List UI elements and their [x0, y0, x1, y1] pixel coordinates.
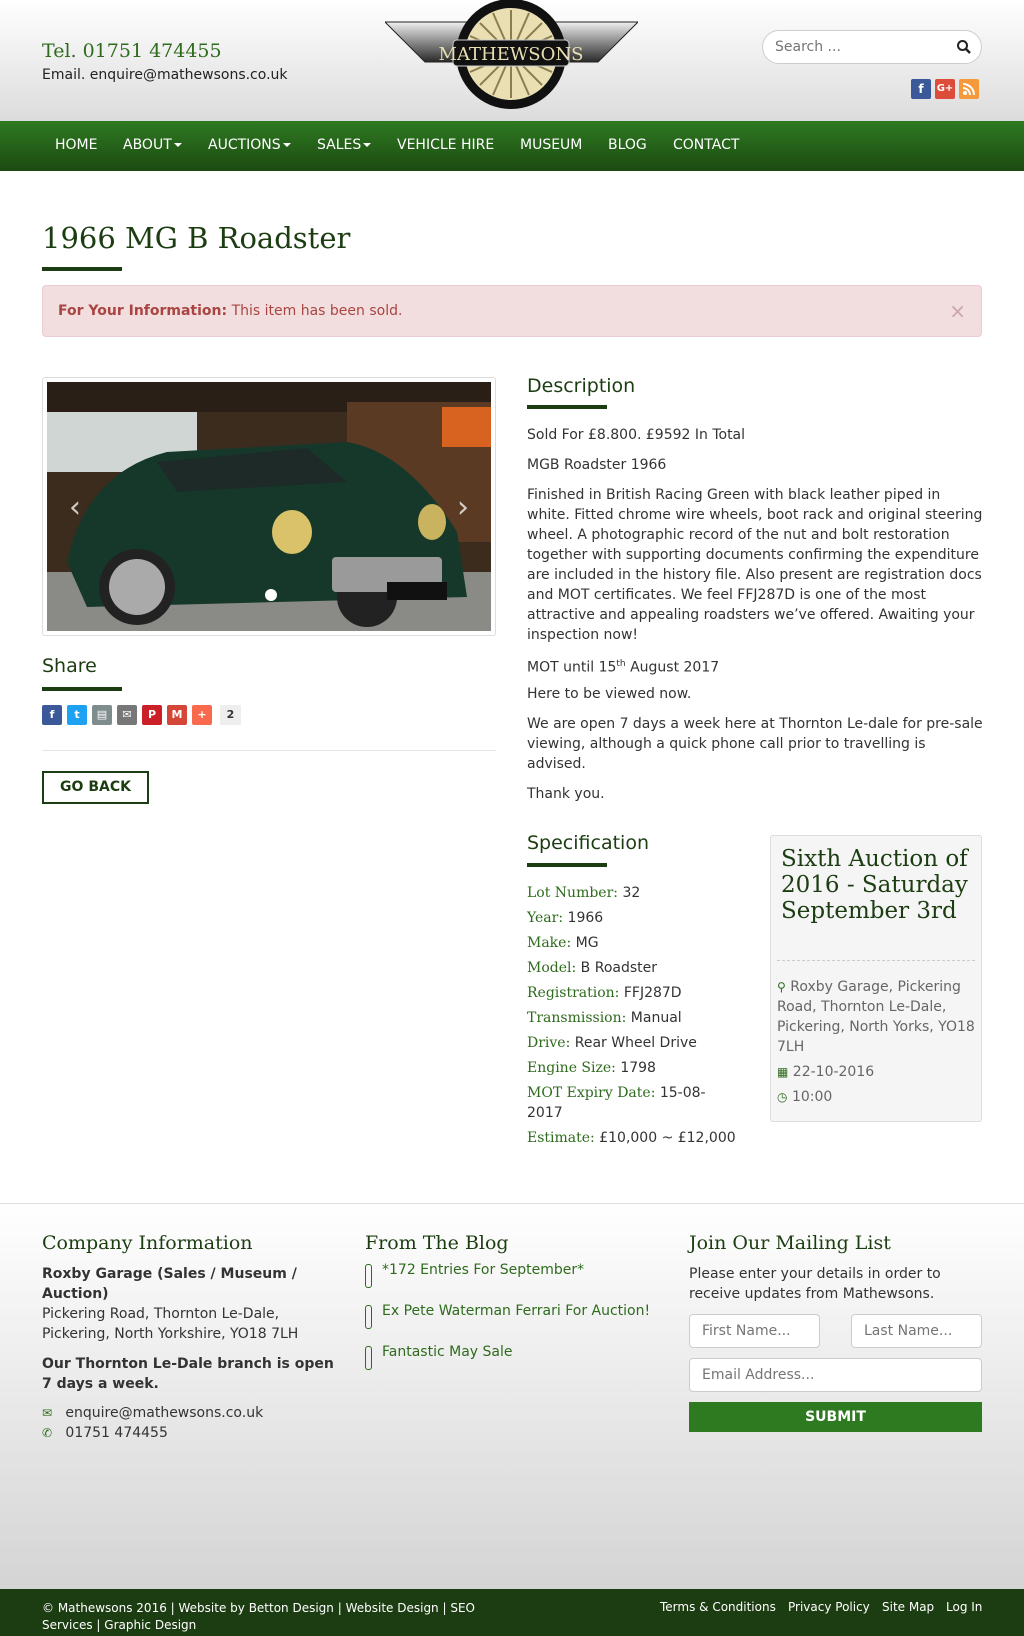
description-underline: [527, 405, 607, 409]
blog-link-ferrari[interactable]: Ex Pete Waterman Ferrari For Auction!: [382, 1303, 651, 1319]
facebook-icon[interactable]: f: [911, 79, 931, 99]
specification-heading: Specification: [527, 832, 649, 854]
spec-drive: Drive: Rear Wheel Drive: [527, 1035, 697, 1051]
spec-model: Model: B Roadster: [527, 960, 658, 976]
company-name: Roxby Garage (Sales / Museum / Auction): [42, 1266, 297, 1302]
description-heading: Description: [527, 375, 636, 397]
nav-blog[interactable]: BLOG: [608, 137, 647, 153]
nav-vehicle-hire[interactable]: VEHICLE HIRE: [397, 137, 495, 153]
share-heading: Share: [42, 655, 97, 677]
submit-button[interactable]: SUBMIT: [689, 1402, 982, 1432]
print-share-icon[interactable]: ▤: [92, 705, 112, 725]
logo-text: MATHEWSONS: [438, 44, 584, 65]
specification-underline: [527, 863, 607, 867]
gmail-share-icon[interactable]: M: [167, 705, 187, 725]
envelope-icon: ✉: [42, 1406, 53, 1420]
auction-event-card[interactable]: [770, 835, 982, 1122]
company-info-heading: Company Information: [42, 1232, 253, 1254]
more-share-icon[interactable]: +: [192, 705, 212, 725]
blog-heading: From The Blog: [365, 1232, 509, 1254]
divider: [42, 750, 496, 751]
spec-lot-number: Lot Number: 32: [527, 885, 641, 901]
viewing-note: Here to be viewed now.: [527, 686, 692, 702]
blog-bullet-icon: [365, 1346, 372, 1370]
spec-registration: Registration: FFJ287D: [527, 985, 682, 1001]
event-title[interactable]: Sixth Auction of 2016 - Saturday September 3rd: [781, 846, 968, 924]
thanks-note: Thank you.: [527, 786, 605, 802]
sold-alert: [42, 285, 982, 337]
opening-note: We are open 7 days a week here at Thornton Le-dale for pre-sale viewing, although a quick phone call prior to travelling is advised.: [527, 716, 983, 772]
page-title: 1966 MG B Roadster: [42, 221, 351, 255]
search-box[interactable]: [762, 30, 982, 64]
first-name-input[interactable]: [702, 1323, 818, 1339]
share-count: 2: [220, 705, 241, 725]
email-field[interactable]: [689, 1358, 982, 1392]
company-open-hours: Our Thornton Le-Dale branch is open 7 days a week.: [42, 1356, 334, 1392]
email-input[interactable]: [702, 1367, 964, 1383]
carousel-prev-icon[interactable]: ‹: [69, 490, 81, 525]
copyright-text: © Mathewsons 2016 | Website by Betton Design | Website Design | SEO Services | Graphic Design: [42, 1601, 475, 1632]
clock-icon: ◷: [777, 1090, 788, 1104]
spec-engine-size: Engine Size: 1798: [527, 1060, 656, 1076]
close-icon[interactable]: ×: [949, 299, 966, 323]
mot-note: MOT until 15th August 2017: [527, 659, 720, 676]
alert-label: For Your Information:: [58, 303, 228, 319]
bottom-bar: [0, 1589, 1024, 1636]
login-link[interactable]: Log In: [946, 1600, 983, 1614]
blog-link-may-sale[interactable]: Fantastic May Sale: [382, 1344, 513, 1360]
twitter-share-icon[interactable]: t: [67, 705, 87, 725]
nav-auctions[interactable]: AUCTIONS: [208, 137, 291, 153]
event-divider: [777, 960, 975, 961]
footer-email[interactable]: ✉ enquire@mathewsons.co.uk: [42, 1405, 264, 1421]
blog-link-september[interactable]: *172 Entries For September*: [382, 1262, 585, 1278]
carousel-next-icon[interactable]: ›: [457, 490, 469, 525]
header-email[interactable]: Email. enquire@mathewsons.co.uk: [42, 67, 288, 83]
mathewsons-logo[interactable]: [385, 0, 638, 112]
facebook-share-icon[interactable]: f: [42, 705, 62, 725]
map-marker-icon: ⚲: [777, 980, 786, 994]
event-date: ▦ 22-10-2016: [777, 1064, 875, 1080]
car-photo: [47, 382, 491, 631]
description-body: Finished in British Racing Green with black leather piped in white. Fitted chrome wire wheels, boot rack and original steering wheel. A photographic record of the nut and bolt restoration together with supporting documents confirming the expenditure are included in the history file. Also present are registration docs and MOT certificates. We feel FFJ287D is one of the most attractive and appealing roadsters we’ve offered. Awaiting your inspection now!: [527, 487, 983, 643]
spec-year: Year: 1966: [527, 910, 604, 926]
blog-bullet-icon: [365, 1305, 372, 1329]
header-phone[interactable]: Tel. 01751 474455: [42, 40, 222, 62]
blog-bullet-icon: [365, 1264, 372, 1288]
site-header: [0, 0, 1024, 121]
chevron-down-icon: [174, 143, 182, 147]
last-name-field[interactable]: [851, 1314, 982, 1348]
image-carousel: [42, 377, 496, 636]
sitemap-link[interactable]: Site Map: [882, 1600, 935, 1614]
chevron-down-icon: [283, 143, 291, 147]
google-plus-icon[interactable]: G+: [935, 79, 955, 99]
spec-estimate: Estimate: £10,000 ~ £12,000: [527, 1130, 736, 1146]
rss-icon[interactable]: [959, 79, 979, 99]
go-back-button[interactable]: GO BACK: [42, 771, 149, 804]
first-name-field[interactable]: [689, 1314, 820, 1348]
company-address: Pickering Road, Thornton Le-Dale, Pickering, North Yorkshire, YO18 7LH: [42, 1306, 299, 1342]
phone-icon: ✆: [42, 1426, 53, 1440]
pinterest-share-icon[interactable]: P: [142, 705, 162, 725]
description-subtitle: MGB Roadster 1966: [527, 457, 667, 473]
main-nav: [0, 121, 1024, 171]
calendar-icon: ▦: [777, 1065, 789, 1079]
footer-phone[interactable]: ✆ 01751 474455: [42, 1425, 168, 1441]
terms-link[interactable]: Terms & Conditions: [660, 1600, 776, 1614]
chevron-down-icon: [363, 143, 371, 147]
alert-text: This item has been sold.: [231, 303, 403, 319]
nav-about[interactable]: ABOUT: [123, 137, 182, 153]
site-footer: [0, 1203, 1024, 1589]
nav-sales[interactable]: SALES: [317, 137, 371, 153]
mailing-list-text: Please enter your details in order to receive updates from Mathewsons.: [689, 1266, 941, 1302]
nav-museum[interactable]: MUSEUM: [520, 137, 583, 153]
mailing-list-heading: Join Our Mailing List: [689, 1232, 891, 1254]
spec-mot-expiry: MOT Expiry Date: 15-08-2017: [527, 1085, 706, 1121]
share-underline: [42, 687, 122, 691]
spec-transmission: Transmission: Manual: [527, 1010, 682, 1026]
nav-home[interactable]: HOME: [55, 137, 98, 153]
event-time: ◷ 10:00: [777, 1089, 833, 1105]
nav-contact[interactable]: CONTACT: [673, 137, 740, 153]
spec-make: Make: MG: [527, 935, 599, 951]
event-location: ⚲ Roxby Garage, Pickering Road, Thornton Le-Dale, Pickering, North Yorks, YO18 7LH: [777, 979, 975, 1055]
search-icon[interactable]: [956, 39, 972, 55]
last-name-input[interactable]: [864, 1323, 980, 1339]
email-share-icon[interactable]: ✉: [117, 705, 137, 725]
title-underline: [42, 267, 122, 271]
carousel-indicator[interactable]: [265, 589, 277, 601]
search-input[interactable]: [775, 39, 945, 55]
sold-price: Sold For £8.800. £9592 In Total: [527, 427, 746, 443]
privacy-link[interactable]: Privacy Policy: [788, 1600, 870, 1614]
